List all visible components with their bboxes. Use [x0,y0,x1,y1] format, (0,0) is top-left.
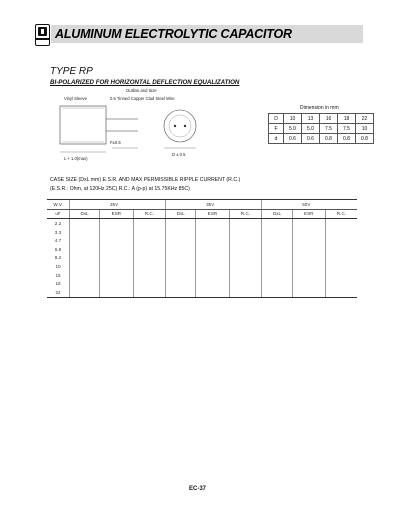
rating-cell [262,271,292,280]
subtitle: BI-POLARIZED FOR HORIZONTAL DEFLECTION EQUALIZATION [50,79,240,86]
rating-cell [70,219,100,228]
rating-cell [229,271,262,280]
rating-cell [100,236,133,245]
rating-cell [166,236,196,245]
rating-cell [325,245,357,254]
capacitance-cell: 15 [55,272,61,278]
cap-label: uF [47,209,70,219]
rating-cell [325,279,357,288]
rating-cell [70,271,100,280]
rating-cell [325,288,357,297]
rating-cell [70,279,100,288]
rating-cell [100,262,133,271]
rating-cell [229,288,262,297]
ratings-body [47,219,357,297]
rating-cell [262,288,292,297]
voltage-35v: 35V [166,200,262,210]
rating-cell [229,262,262,271]
pitch-label: F±0.5 [110,140,121,145]
rating-cell [229,245,262,254]
rating-cell [70,228,100,237]
voltage-50v: 50V [262,200,357,210]
rating-cell [196,262,229,271]
rating-cell [166,279,196,288]
rating-cell [229,228,262,237]
dimension-row: F 5.0 5.0 7.5 7.5 10 [269,124,374,134]
rating-cell [262,245,292,254]
rating-cell [133,279,166,288]
rating-cell [166,219,196,228]
rating-cell [292,245,325,254]
rating-cell [196,254,229,263]
case-size-heading: CASE SIZE (DxL mm) E.S.R. AND MAX PERMISSIBLE RIPPLE CURRENT (R.C.) [50,177,241,183]
wire-label: 0.6 Tinned Copper Clad Steel Wire [110,96,175,101]
rating-cell [100,288,133,297]
rating-cell [262,262,292,271]
rating-cell [196,236,229,245]
rating-cell [229,236,262,245]
rating-cell [133,219,166,228]
capacitor-outline-diagram [50,86,260,166]
rating-cell [70,236,100,245]
rating-cell [133,271,166,280]
outline-label: Outline and Size [126,88,157,93]
sleeve-label: Vinyl Sleeve [64,96,87,101]
rating-cell [166,288,196,297]
rating-cell [70,254,100,263]
table-row [47,271,357,280]
rating-cell [133,262,166,271]
rating-cell [166,245,196,254]
rating-cell [133,228,166,237]
rating-cell [229,254,262,263]
rating-cell [166,271,196,280]
rating-cell [292,254,325,263]
rating-cell [262,279,292,288]
table-row [47,262,357,271]
rating-cell [100,271,133,280]
dimension-row: D 10 13 16 18 22 [269,114,374,124]
rating-cell [70,245,100,254]
rating-cell [196,288,229,297]
table-row [47,236,357,245]
rating-cell [325,271,357,280]
rating-cell [292,219,325,228]
rating-cell [325,219,357,228]
rating-cell [133,288,166,297]
voltage-25v: 25V [70,200,166,210]
rating-cell [325,254,357,263]
dimension-row: d 0.6 0.6 0.8 0.8 0.8 [269,134,374,144]
rating-cell [100,245,133,254]
rating-cell [325,236,357,245]
title-bar [51,25,363,43]
rating-cell [292,228,325,237]
rating-cell [166,254,196,263]
rating-cell [262,219,292,228]
sub-header-row: uF DxL ESR R.C. DxL ESR R.C. DxL ESR R.C. [47,209,357,219]
table-row [47,228,357,237]
rating-cell [292,279,325,288]
wv-label: W.V. [47,200,70,210]
esr-conditions-line: (E.S.R.: Ohm, at 120Hz 25C) R.C.: A (p-p) at 15.75KHz 85C) [50,186,190,192]
capacitance-cell: 6.8 [54,246,62,252]
rating-cell [292,236,325,245]
rating-cell [133,245,166,254]
table-row [47,279,357,288]
page-header [35,24,363,46]
rating-cell [229,279,262,288]
rating-cell [196,228,229,237]
rating-cell [262,228,292,237]
capacitance-cell: 10 [55,263,61,269]
rating-cell [133,254,166,263]
voltage-header-row [47,200,357,210]
dimension-table-title: Dimension in mm [300,105,339,111]
rating-cell [70,262,100,271]
page-number: EC-37 [189,486,207,492]
table-row [47,288,357,297]
rating-cell [196,279,229,288]
dimension-table [268,113,374,144]
rating-cell [166,228,196,237]
table-row [47,219,357,228]
capacitance-cell: 8.2 [54,255,62,261]
rating-cell [100,219,133,228]
rating-cell [262,236,292,245]
rating-cell [325,228,357,237]
diameter-label: D ± 0.5 [172,152,186,157]
capacitance-cell: 18 [55,281,61,287]
rating-cell [70,288,100,297]
company-logo-icon [35,24,50,46]
rating-cell [262,254,292,263]
rating-cell [196,271,229,280]
rating-cell [100,279,133,288]
capacitance-cell: 22 [47,288,70,297]
capacitance-cell: 4.7 [54,238,62,244]
rating-cell [229,219,262,228]
rating-cell [166,262,196,271]
table-row [47,245,357,254]
rating-cell [292,271,325,280]
ratings-table [47,199,357,298]
rating-cell [100,254,133,263]
rating-cell [325,262,357,271]
length-label: L + 1.0(max) [64,156,88,161]
document-title: ALUMINUM ELECTROLYTIC CAPACITOR [55,27,292,41]
capacitance-cell: 3.3 [54,229,62,235]
rating-cell [292,262,325,271]
type-title: TYPE RP [50,66,93,77]
table-row [47,254,357,263]
rating-cell [196,245,229,254]
rating-cell [133,236,166,245]
rating-cell [196,219,229,228]
rating-cell [100,228,133,237]
rating-cell [292,288,325,297]
capacitance-cell: 2.2 [54,220,62,226]
